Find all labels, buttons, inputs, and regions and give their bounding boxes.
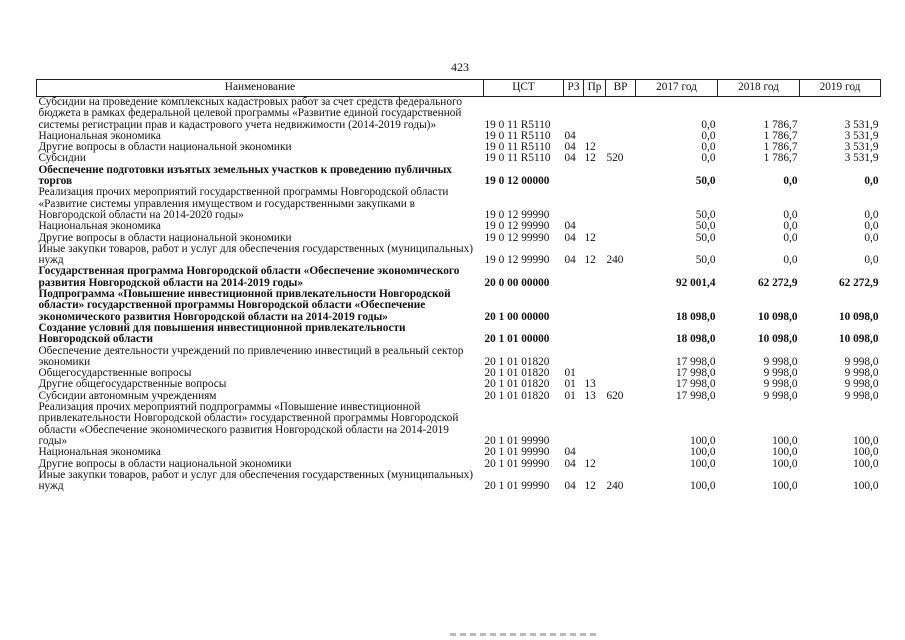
row-cst: 19 0 11 R5110 bbox=[484, 153, 551, 165]
row-cst: 20 1 00 00000 bbox=[484, 310, 550, 323]
row-pr bbox=[584, 131, 606, 142]
row-2018: 100,0 bbox=[772, 480, 798, 493]
scan-artifact bbox=[450, 633, 600, 636]
row-rz: 04 bbox=[564, 130, 576, 142]
row-rz: 01 bbox=[564, 390, 576, 402]
row-name: Иные закупки товаров, работ и услуг для обеспечения государственных (муниципальных) нужд bbox=[38, 469, 474, 493]
row-2017: 100,0 bbox=[690, 434, 716, 447]
row-2017: 17 998,0 bbox=[675, 390, 716, 402]
row-cst: 20 1 01 99990 bbox=[484, 480, 550, 493]
col-2018-header: 2018 год bbox=[718, 80, 800, 97]
row-vr bbox=[606, 233, 636, 244]
row-cst: 19 0 12 00000 bbox=[484, 175, 550, 188]
col-vr-header: ВР bbox=[606, 80, 636, 97]
row-2017: 0,0 bbox=[701, 153, 716, 165]
row-vr bbox=[606, 346, 636, 369]
row-name: Другие общегосударственные вопросы bbox=[38, 379, 227, 391]
row-pr: 12 bbox=[584, 254, 596, 267]
row-name: Национальная экономика bbox=[38, 221, 161, 233]
row-2017: 0,0 bbox=[701, 142, 716, 154]
row-name: Национальная экономика bbox=[38, 447, 161, 459]
row-2017: 92 001,4 bbox=[675, 276, 716, 289]
row-rz: 04 bbox=[564, 254, 576, 267]
row-2019: 0,0 bbox=[864, 208, 879, 221]
page-number: 423 bbox=[451, 60, 469, 74]
row-rz bbox=[564, 346, 584, 369]
table-row bbox=[37, 289, 881, 323]
row-cst: 20 1 01 01820 bbox=[484, 390, 550, 402]
row-cst: 20 1 01 99990 bbox=[484, 447, 550, 459]
table-row bbox=[37, 142, 881, 153]
row-2018: 1 786,7 bbox=[763, 118, 798, 131]
row-cst: 20 0 00 00000 bbox=[484, 276, 550, 289]
row-vr bbox=[606, 221, 636, 232]
row-2019: 9 998,0 bbox=[844, 379, 879, 391]
table-body bbox=[37, 97, 881, 493]
row-2017: 0,0 bbox=[701, 130, 716, 142]
row-name: Субсидии на проведение комплексных кадастровых работ за счет средств федерального бюджета в рамках федеральной целевой программы «Развитие единой государственной системы регистрации прав и кадастрового учета недвижимости (2014-2019 годы)» bbox=[38, 96, 462, 131]
row-pr bbox=[584, 447, 606, 458]
table-row bbox=[37, 266, 881, 289]
row-vr bbox=[606, 165, 636, 188]
row-2017: 17 998,0 bbox=[675, 355, 716, 368]
row-name: Создание условий для повышения инвестиционной привлекательности Новгородской области bbox=[38, 322, 406, 346]
row-2018: 62 272,9 bbox=[757, 276, 798, 289]
row-2018: 0,0 bbox=[783, 232, 798, 244]
row-2019: 100,0 bbox=[853, 434, 879, 447]
table-row bbox=[37, 131, 881, 142]
row-2018: 10 098,0 bbox=[757, 310, 798, 323]
row-vr bbox=[606, 289, 636, 323]
row-2017: 0,0 bbox=[701, 118, 716, 131]
row-cst: 20 1 01 01820 bbox=[484, 355, 550, 368]
table-row bbox=[37, 402, 881, 447]
col-rz-header: РЗ bbox=[564, 80, 584, 97]
table-row bbox=[37, 346, 881, 369]
row-rz: 04 bbox=[564, 458, 576, 470]
row-2019: 100,0 bbox=[853, 447, 879, 459]
col-2017-header: 2017 год bbox=[636, 80, 718, 97]
row-vr bbox=[606, 131, 636, 142]
row-2017: 50,0 bbox=[695, 208, 716, 221]
row-2018: 1 786,7 bbox=[763, 142, 798, 154]
row-pr bbox=[584, 346, 606, 369]
row-pr bbox=[584, 165, 606, 188]
row-pr: 12 bbox=[584, 232, 596, 244]
col-name-header: Наименование bbox=[37, 80, 484, 97]
row-2017: 50,0 bbox=[695, 175, 716, 188]
row-name: Национальная экономика bbox=[38, 130, 161, 142]
row-2017: 18 098,0 bbox=[675, 333, 716, 346]
row-2017: 17 998,0 bbox=[675, 368, 716, 380]
row-rz: 04 bbox=[564, 232, 576, 244]
row-pr bbox=[584, 323, 606, 346]
row-vr bbox=[606, 379, 636, 390]
table-row bbox=[37, 379, 881, 390]
row-2017: 100,0 bbox=[690, 480, 716, 493]
row-2018: 100,0 bbox=[772, 447, 798, 459]
table-row bbox=[37, 323, 881, 346]
table-row bbox=[37, 187, 881, 221]
row-2017: 18 098,0 bbox=[675, 310, 716, 323]
row-vr bbox=[606, 323, 636, 346]
row-vr bbox=[606, 142, 636, 153]
row-vr bbox=[606, 97, 636, 131]
row-2017: 100,0 bbox=[690, 458, 716, 470]
row-pr bbox=[584, 368, 606, 379]
row-2019: 3 531,9 bbox=[844, 142, 879, 154]
row-vr bbox=[606, 187, 636, 221]
row-rz: 04 bbox=[564, 480, 576, 493]
table-row bbox=[37, 244, 881, 267]
row-pr: 12 bbox=[584, 142, 596, 154]
row-cst: 19 0 12 99990 bbox=[484, 232, 550, 244]
col-pr-header: Пр bbox=[584, 80, 606, 97]
row-rz bbox=[564, 266, 584, 289]
row-pr: 12 bbox=[584, 153, 596, 165]
row-2019: 0,0 bbox=[864, 254, 879, 267]
row-2018: 1 786,7 bbox=[763, 153, 798, 165]
row-2019: 9 998,0 bbox=[844, 390, 879, 402]
row-2019: 0,0 bbox=[864, 175, 879, 188]
row-rz: 04 bbox=[564, 221, 576, 233]
row-2019: 3 531,9 bbox=[844, 130, 879, 142]
row-2017: 50,0 bbox=[695, 221, 716, 233]
row-cst: 19 0 12 99990 bbox=[484, 254, 550, 267]
row-2019: 3 531,9 bbox=[844, 153, 879, 165]
row-rz: 04 bbox=[564, 142, 576, 154]
row-cst: 20 1 01 01820 bbox=[484, 379, 550, 391]
row-rz: 04 bbox=[564, 153, 576, 165]
table-header-row bbox=[37, 80, 881, 97]
row-rz bbox=[564, 97, 584, 131]
table-row bbox=[37, 221, 881, 232]
row-vr bbox=[606, 266, 636, 289]
row-pr bbox=[584, 187, 606, 221]
row-cst: 19 0 12 99990 bbox=[484, 221, 550, 233]
row-pr: 12 bbox=[584, 458, 596, 470]
row-2017: 50,0 bbox=[695, 254, 716, 267]
row-2018: 9 998,0 bbox=[763, 368, 798, 380]
row-2019: 0,0 bbox=[864, 232, 879, 244]
row-2018: 10 098,0 bbox=[757, 333, 798, 346]
row-pr: 13 bbox=[584, 390, 596, 402]
row-2018: 0,0 bbox=[783, 221, 798, 233]
row-2017: 17 998,0 bbox=[675, 379, 716, 391]
row-vr bbox=[606, 447, 636, 458]
row-vr: 240 bbox=[606, 480, 624, 493]
row-name: Общегосударственные вопросы bbox=[38, 368, 192, 380]
table-row bbox=[37, 470, 881, 493]
row-name: Реализация прочих мероприятий государственной программы Новгородской области «Развитие системы управления имуществом и государственными закупками в Новгородской области на 2014-2020 годы» bbox=[38, 187, 449, 221]
col-2019-header: 2019 год bbox=[800, 80, 881, 97]
row-name: Государственная программа Новгородской области «Обеспечение экономического развития Новгородской области на 2014-2019 годы» bbox=[38, 266, 460, 289]
row-pr bbox=[584, 402, 606, 447]
row-name: Другие вопросы в области национальной экономики bbox=[38, 458, 292, 470]
row-2018: 1 786,7 bbox=[763, 130, 798, 142]
row-name: Субсидии bbox=[38, 153, 86, 165]
row-name: Реализация прочих мероприятий подпрограммы «Повышение инвестиционной привлекательности Новгородской области» государственной программы Новгородской области «Обеспечение экономического развития Новгородской области на 2014-2019 годы» bbox=[38, 402, 459, 447]
row-vr bbox=[606, 459, 636, 470]
row-name: Другие вопросы в области национальной экономики bbox=[38, 232, 292, 244]
row-2019: 10 098,0 bbox=[838, 333, 879, 346]
row-2018: 0,0 bbox=[783, 254, 798, 267]
row-rz bbox=[564, 402, 584, 447]
row-name: Иные закупки товаров, работ и услуг для обеспечения государственных (муниципальных) нужд bbox=[38, 243, 474, 267]
table-row bbox=[37, 97, 881, 131]
row-2019: 100,0 bbox=[853, 458, 879, 470]
row-2019: 3 531,9 bbox=[844, 118, 879, 131]
row-2019: 9 998,0 bbox=[844, 368, 879, 380]
row-2018: 9 998,0 bbox=[763, 379, 798, 391]
row-cst: 20 1 01 01820 bbox=[484, 368, 550, 380]
row-pr bbox=[584, 266, 606, 289]
row-cst: 20 1 01 99990 bbox=[484, 434, 550, 447]
row-rz bbox=[564, 289, 584, 323]
row-2018: 9 998,0 bbox=[763, 355, 798, 368]
row-name: Субсидии автономным учреждениям bbox=[38, 390, 217, 402]
row-pr: 13 bbox=[584, 379, 596, 391]
row-vr bbox=[606, 368, 636, 379]
table-row bbox=[37, 153, 881, 164]
row-rz bbox=[564, 187, 584, 221]
row-pr bbox=[584, 97, 606, 131]
row-cst: 19 0 11 R5110 bbox=[484, 118, 551, 131]
row-2018: 0,0 bbox=[783, 175, 798, 188]
row-rz: 04 bbox=[564, 447, 576, 459]
row-pr bbox=[584, 289, 606, 323]
row-2017: 50,0 bbox=[695, 232, 716, 244]
budget-table bbox=[36, 79, 881, 492]
table-row bbox=[37, 165, 881, 188]
row-vr: 520 bbox=[606, 153, 624, 165]
row-2019: 9 998,0 bbox=[844, 355, 879, 368]
row-cst: 19 0 12 99990 bbox=[484, 208, 550, 221]
row-vr: 240 bbox=[606, 254, 624, 267]
row-2018: 0,0 bbox=[783, 208, 798, 221]
row-vr: 620 bbox=[606, 390, 624, 402]
table-row bbox=[37, 233, 881, 244]
row-cst: 19 0 11 R5110 bbox=[484, 142, 551, 154]
row-cst: 20 1 01 00000 bbox=[484, 333, 550, 346]
row-rz bbox=[564, 165, 584, 188]
table-row bbox=[37, 459, 881, 470]
row-2017: 100,0 bbox=[690, 447, 716, 459]
row-2019: 0,0 bbox=[864, 221, 879, 233]
row-rz bbox=[564, 323, 584, 346]
row-name: Обеспечение деятельности учреждений по привлечению инвестиций в реальный сектор экономики bbox=[38, 345, 464, 368]
row-name: Подпрограмма «Повышение инвестиционной привлекательности Новгородской области» государственной программы Новгородской области «Обеспечение экономического развития Новгородской области на 2014-2019 годы» bbox=[38, 289, 451, 323]
row-rz: 01 bbox=[564, 379, 576, 391]
row-cst: 20 1 01 99990 bbox=[484, 458, 550, 470]
row-2019: 10 098,0 bbox=[838, 310, 879, 323]
row-name: Обеспечение подготовки изъятых земельных участков к проведению публичных торгов bbox=[38, 164, 452, 188]
row-pr: 12 bbox=[584, 480, 596, 493]
row-2019: 62 272,9 bbox=[838, 276, 879, 289]
row-2018: 100,0 bbox=[772, 434, 798, 447]
row-rz: 01 bbox=[564, 368, 576, 380]
table-row bbox=[37, 368, 881, 379]
row-vr bbox=[606, 402, 636, 447]
col-cst-header: ЦСТ bbox=[484, 80, 564, 97]
table-row bbox=[37, 447, 881, 458]
table-row bbox=[37, 391, 881, 402]
row-2018: 100,0 bbox=[772, 458, 798, 470]
row-2018: 9 998,0 bbox=[763, 390, 798, 402]
row-name: Другие вопросы в области национальной экономики bbox=[38, 142, 292, 154]
row-pr bbox=[584, 221, 606, 232]
row-cst: 19 0 11 R5110 bbox=[484, 130, 551, 142]
row-2019: 100,0 bbox=[853, 480, 879, 493]
